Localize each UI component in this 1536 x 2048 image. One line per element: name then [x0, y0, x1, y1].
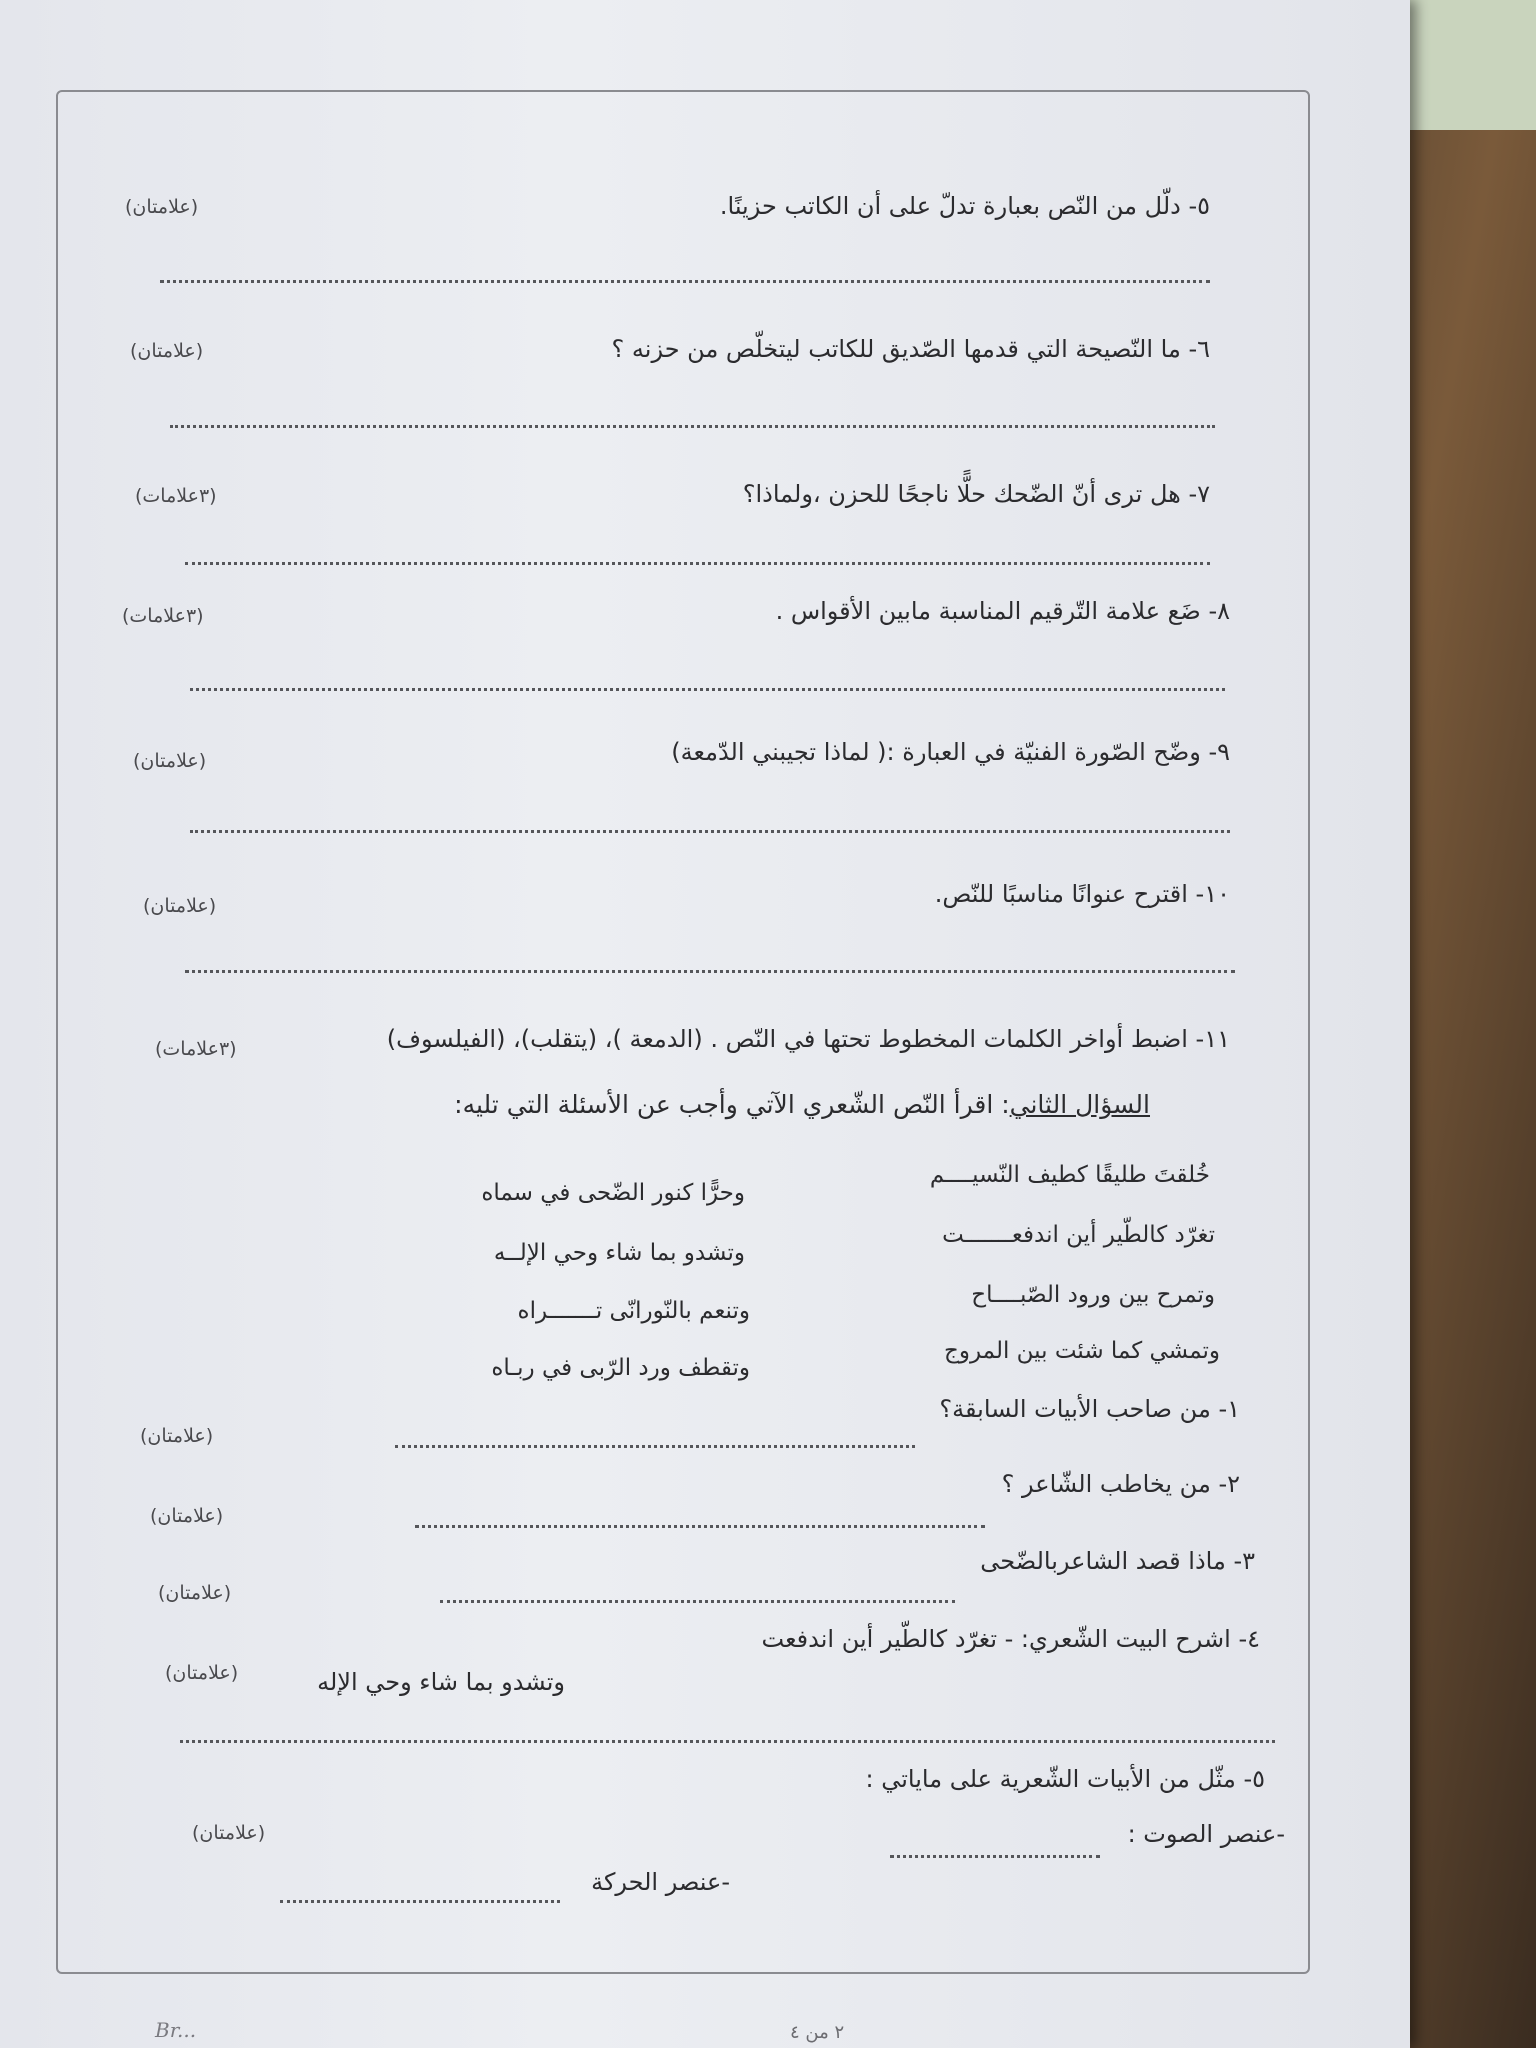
poem-marks-2: (علامتان)	[150, 1505, 224, 1527]
poem-answer-line-4[interactable]	[180, 1740, 1275, 1743]
answer-line-9[interactable]	[190, 830, 1230, 833]
poem-answer-line-1[interactable]	[395, 1445, 915, 1448]
answer-line-7[interactable]	[185, 562, 1210, 565]
verse-3-right: وتمرح بين ورود الصّبــــاح	[971, 1282, 1215, 1308]
sound-answer-line[interactable]	[890, 1855, 1100, 1858]
marks-11: (٣علامات)	[155, 1038, 237, 1060]
poem-answer-line-2[interactable]	[415, 1525, 985, 1528]
poem-question-4-second-half: وتشدو بما شاء وحي الإله	[317, 1668, 565, 1696]
answer-line-10[interactable]	[185, 970, 1235, 973]
poem-marks-5: (علامتان)	[192, 1822, 266, 1844]
poem-question-5: ٥- مثّل من الأبيات الشّعرية على ماياتي :	[865, 1765, 1265, 1793]
poem-answer-line-3[interactable]	[440, 1600, 955, 1603]
poem-marks-3: (علامتان)	[158, 1582, 232, 1604]
poem-question-3: ٣- ماذا قصد الشاعربالضّحى	[980, 1547, 1255, 1575]
answer-line-8[interactable]	[190, 688, 1225, 691]
verse-2-left: وتشدو بما شاء وحي الإلــه	[493, 1240, 745, 1266]
marks-10: (علامتان)	[143, 895, 217, 917]
verse-1-left: وحرًّا كنور الضّحى في سماه	[481, 1180, 745, 1206]
section-2-instruction: : اقرأ النّص الشّعري الآتي وأجب عن الأسئلة التي تليه:	[454, 1090, 1010, 1119]
desk-corner	[1396, 0, 1536, 130]
marks-7: (٣علامات)	[135, 485, 217, 507]
page-number: ٢ من ٤	[790, 2022, 845, 2043]
question-11: ١١- اضبط أواخر الكلمات المخطوط تحتها في النّص . (الدمعة )، (يتقلب)، (الفيلسوف)	[386, 1025, 1230, 1053]
section-2-label: السؤال الثاني	[1009, 1090, 1150, 1119]
marks-6: (علامتان)	[130, 340, 204, 362]
poem-question-1: ١- من صاحب الأبيات السابقة؟	[939, 1395, 1240, 1423]
verse-2-right: تغرّد كالطّير أين اندفعـــــــت	[942, 1222, 1215, 1248]
verse-1-right: خُلقتَ طليقًا كطيف النّسيــــم	[929, 1162, 1210, 1188]
question-7: ٧- هل ترى أنّ الضّحك حلًّا ناجحًا للحزن ،ولماذا؟	[742, 480, 1210, 508]
question-9: ٩- وضّح الصّورة الفنيّة في العبارة :( لماذا تجيبني الدّمعة)	[671, 738, 1230, 766]
verse-4-left: وتقطف ورد الرّبى في ربـاه	[491, 1355, 750, 1381]
answer-line-5[interactable]	[160, 280, 1210, 283]
question-8: ٨- ضَع علامة التّرقيم المناسبة مابين الأقواس .	[775, 597, 1230, 625]
sound-element-label: -عنصر الصوت :	[1127, 1820, 1285, 1848]
poem-question-2: ٢- من يخاطب الشّاعر ؟	[1001, 1470, 1240, 1498]
question-10: ١٠- اقترح عنوانًا مناسبًا للنّص.	[934, 880, 1230, 908]
poem-marks-4: (علامتان)	[165, 1662, 239, 1684]
marks-9: (علامتان)	[133, 750, 207, 772]
verse-3-left: وتنعم بالنّورانّى تـــــــراه	[517, 1298, 750, 1324]
motion-answer-line[interactable]	[280, 1900, 560, 1903]
motion-element-label: -عنصر الحركة	[591, 1868, 730, 1896]
poem-marks-1: (علامتان)	[140, 1425, 214, 1447]
poem-question-4: ٤- اشرح البيت الشّعري: - تغرّد كالطّير أين اندفعت	[761, 1625, 1260, 1653]
answer-line-6[interactable]	[170, 425, 1215, 428]
section-2-heading	[454, 1090, 1150, 1119]
verse-4-right: وتمشي كما شئت بين المروج	[944, 1338, 1220, 1364]
signature: Br...	[155, 2018, 197, 2042]
marks-5: (علامتان)	[125, 196, 199, 218]
question-5: ٥- دلّل من النّص بعبارة تدلّ على أن الكاتب حزينًا.	[719, 192, 1210, 220]
question-6: ٦- ما النّصيحة التي قدمها الصّديق للكاتب ليتخلّص من حزنه ؟	[611, 335, 1210, 363]
marks-8: (٣علامات)	[122, 605, 204, 627]
